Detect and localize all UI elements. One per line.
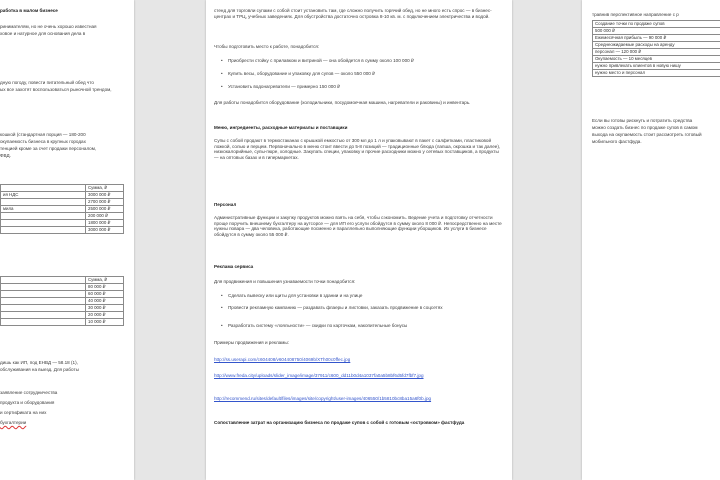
table-row bbox=[593, 70, 720, 77]
table-row bbox=[593, 21, 720, 28]
table-cell: ия НДС bbox=[1, 192, 86, 199]
costs-table-2 bbox=[0, 276, 124, 326]
table-cell: 80 000 ₽ bbox=[86, 284, 124, 291]
page1-line: ых все захотят воспользоваться рыночной трендом, bbox=[0, 87, 112, 92]
bullet-item: • Установить водонагреватели — примерно 150 000 ₽ bbox=[228, 84, 340, 90]
table-cell: 2700 000 ₽ bbox=[86, 199, 124, 206]
table-cell bbox=[1, 277, 86, 284]
document-page-1 bbox=[0, 0, 134, 480]
page1-line: дную погоду, повести питательный обед что bbox=[0, 80, 94, 85]
bullet-item: • Сделать вывеску или щиты для установки в здании и на улице bbox=[228, 293, 362, 299]
table-row bbox=[1, 319, 124, 326]
page1-heading: работка в малом бизнесе bbox=[0, 8, 58, 13]
page1-line: обслуживания на выезд. Для работы bbox=[0, 367, 79, 372]
table-cell: 10 000 ₽ bbox=[86, 319, 124, 326]
table-row bbox=[1, 284, 124, 291]
table-cell: 40 000 ₽ bbox=[86, 298, 124, 305]
table-cell bbox=[1, 298, 86, 305]
bullet-item: • Приобрести стойку с прилавком и витриной — она обойдется в сумму около 100 000 ₽ bbox=[228, 58, 414, 64]
table-cell: 20 000 ₽ bbox=[86, 312, 124, 319]
table-row bbox=[593, 56, 720, 63]
table-cell bbox=[1, 199, 86, 206]
page3-line: выхода на окупаемость стоит рассмотреть готовый bbox=[592, 132, 702, 137]
bullet-item: • Провести рекламную кампанию — раздавать флаеры и листовки, заказать продвижение в соцсетях bbox=[228, 305, 488, 311]
page1-line: тенцией кроме за счет продажи персоналом, bbox=[0, 146, 97, 151]
compare-heading: Сопоставление затрат на организацию бизнеса по продаже супов с собой с готовым «островком» фастфуда bbox=[214, 420, 465, 425]
table-row bbox=[1, 213, 124, 220]
document-page-3 bbox=[582, 0, 720, 480]
table-row bbox=[1, 312, 124, 319]
table-cell bbox=[1, 227, 86, 234]
table-row bbox=[593, 42, 720, 49]
page1-line: и сертификата на них bbox=[0, 410, 47, 415]
table-cell bbox=[1, 291, 86, 298]
table-row bbox=[1, 192, 124, 199]
page1-line: бухгалтерии bbox=[0, 420, 27, 425]
prep-heading: Чтобы подготовить место к работе, понадобится: bbox=[214, 44, 320, 49]
table-row bbox=[593, 28, 720, 35]
table-cell bbox=[1, 284, 86, 291]
ads-heading: Реклама сервиса bbox=[214, 264, 254, 269]
table-cell: персонал — 120 000 ₽ bbox=[593, 49, 720, 56]
table-cell: Окупаемость — 10 месяцев bbox=[593, 56, 720, 63]
page3-line: Если вы готовы рискнуть и потратить средства bbox=[592, 118, 693, 123]
table-cell: 1800 000 ₽ bbox=[86, 220, 124, 227]
table-cell bbox=[1, 213, 86, 220]
table-cell bbox=[1, 312, 86, 319]
table-cell: Сумма, ₽ bbox=[86, 277, 124, 284]
equipment-note: Для работы понадобится оборудование (холодильники, посудомоечная машина, нагреватели и раковины) и инвентарь. bbox=[214, 100, 471, 105]
menu-paragraph: Супы с собой продают в термостаканах с крышкой емкостью от 300 мл до 1 л и упаковывают в пакет с салфетками, пластиковой ложкой, солью и перцем. Первоначально в меню стоит ввести до 5-8 позиций — традиционные блюда (лапша, окрошка и так далее), низкокалорийные, супы-пюре, холодные. Закупать специи, упаковку и прочие расходники можно у сетевых поставщиков, а продукты — на оптовых базах и в гипермаркетах. bbox=[214, 138, 501, 160]
costs-table-1 bbox=[0, 184, 124, 234]
menu-heading: Меню, ингредиенты, расходные материалы и поставщики bbox=[214, 125, 348, 130]
table-row bbox=[1, 298, 124, 305]
page1-line: кошкой (стандартная порция — 180-200 bbox=[0, 132, 86, 137]
table-cell: 500 000 ₽ bbox=[593, 28, 720, 35]
table-header-row bbox=[1, 277, 124, 284]
table-cell: Сумма, ₽ bbox=[86, 185, 124, 192]
document-page-2 bbox=[206, 0, 512, 480]
table-row bbox=[1, 220, 124, 227]
page1-line: заявление сотрудничества bbox=[0, 390, 58, 395]
table-cell: 60 000 ₽ bbox=[86, 291, 124, 298]
table-cell bbox=[1, 185, 86, 192]
example-link[interactable]: http://www.freda.city/uploads/slider_image/image/37911/c600_dd11b0d4a1037fa0a5b8bf6d5fd7fbf7.jpg bbox=[214, 373, 424, 378]
table-cell bbox=[1, 220, 86, 227]
table-row bbox=[593, 49, 720, 56]
intro-paragraph: стенд для торговли супами с собой стоит установить там, где сложно получить горячий обед, но не много есть спрос — в бизнес-центрах и ТРЦ, учебных заведениях. Для обустройства достаточно островка 8-10 кв. м. с подключением электричества и водой. bbox=[214, 8, 492, 19]
page1-line: окупаемость бизнеса в крупных городах bbox=[0, 139, 86, 144]
page3-line: травнив перспективное направление с р bbox=[592, 12, 679, 17]
examples-heading: Примеры продвижения и рекламы: bbox=[214, 340, 289, 345]
table-cell: 3000 000 ₽ bbox=[86, 227, 124, 234]
page1-line: продукта и оборудования bbox=[0, 400, 55, 405]
staff-heading: Персонал bbox=[214, 202, 237, 207]
table-row bbox=[593, 63, 720, 70]
table-cell: Ежемесячная прибыль — 90 000 ₽ bbox=[593, 35, 720, 42]
comparison-table bbox=[592, 20, 720, 77]
table-row bbox=[1, 199, 124, 206]
table-cell: 200 000 ₽ bbox=[86, 213, 124, 220]
example-link[interactable]: http://ss.userapi.com/c604408/v604408750/4069b/XTh00c0ffec.jpg bbox=[214, 357, 351, 362]
page1-line: ФВД. bbox=[0, 153, 11, 158]
table-cell: Создание точки по продаже супов bbox=[593, 21, 720, 28]
table-cell: 3000 000 ₽ bbox=[86, 192, 124, 199]
ads-intro: Для продвижения и повышения узнаваемости точки понадобится: bbox=[214, 279, 356, 284]
page1-line: ховое и натурное для основания дела в bbox=[0, 31, 86, 36]
table-cell: 2500 000 ₽ bbox=[86, 206, 124, 213]
table-row bbox=[593, 35, 720, 42]
table-cell: нужно привлекать клиентов в новую нишу bbox=[593, 63, 720, 70]
table-row bbox=[1, 206, 124, 213]
table-cell: нужно место и персонал bbox=[593, 70, 720, 77]
page1-line: ринимателям, но не очень хорошо известная bbox=[0, 24, 97, 29]
table-row bbox=[1, 291, 124, 298]
table-header-row bbox=[1, 185, 124, 192]
bullet-item: • Купить весы, оборудование и упаковку для супов — около 550 000 ₽ bbox=[228, 71, 375, 77]
table-row bbox=[1, 305, 124, 312]
bullet-item: • Разработать систему «лояльности» — скидки по карточкам, накопительные бонусы bbox=[228, 323, 407, 329]
table-cell bbox=[1, 305, 86, 312]
page3-line: можно создать бизнес по продаже супов в самом bbox=[592, 125, 698, 130]
table-row bbox=[1, 227, 124, 234]
table-cell: 30 000 ₽ bbox=[86, 305, 124, 312]
staff-paragraph: Административные функции и закупку продуктов можно взять на себя, чтобы сэкономить. Ведение учета и подготовку отчетности проще поручить внешнему бухгалтеру на аутсорсе — для ИП его услуги обойдутся в сумму около 8 000 ₽. Непосредственно на месте нужны повара — два человека, работающие посменно и параллельно выполняющие функции уборщиков. Их услуги в бизнесе обойдутся в сумму около 55 000 ₽. bbox=[214, 215, 502, 237]
table-cell: Среднеожидаемые расходы на аренду bbox=[593, 42, 720, 49]
example-link[interactable]: http://recommend.ru/sites/default/files/images/site/copyright/user-images/406550/1b5810bc8ba15a6f0b.jpg bbox=[214, 396, 432, 401]
table-cell bbox=[1, 319, 86, 326]
table-cell: мила bbox=[1, 206, 86, 213]
page3-line: мобильного фастфуда. bbox=[592, 139, 642, 144]
page1-line: дишь как ИП, под ЕНВД — 58.18 (1), bbox=[0, 360, 78, 365]
